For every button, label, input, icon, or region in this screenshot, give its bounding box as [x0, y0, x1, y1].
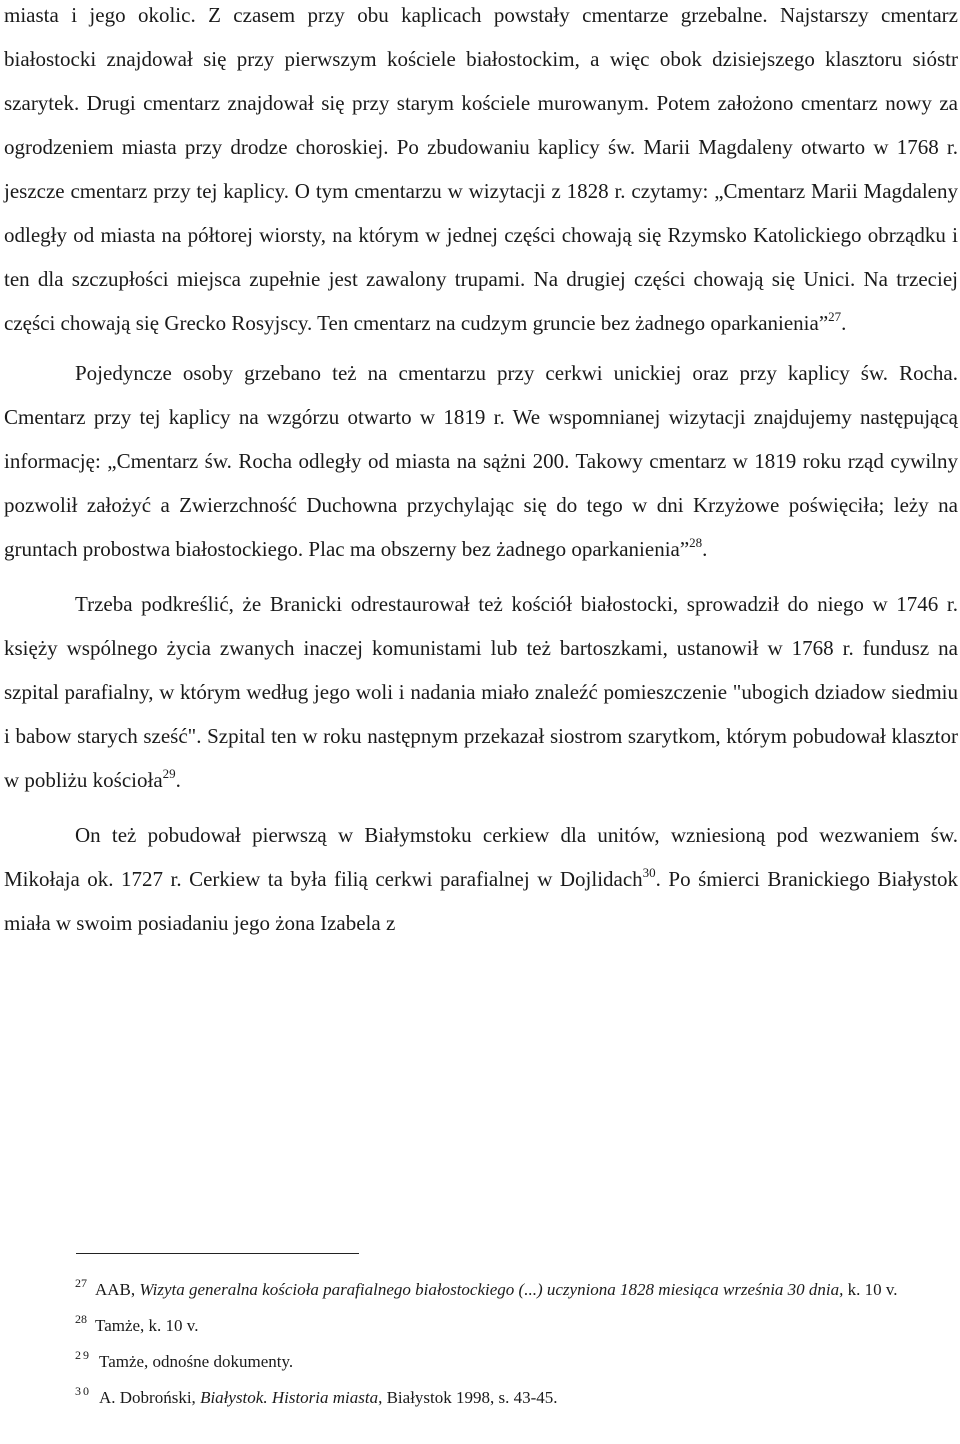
footnote-number: 27 [75, 1276, 87, 1290]
paragraph-4-end: . Po śmierci Branickiego Białystok miała w swoim posiadaniu jego żona Izabela z [4, 867, 958, 935]
paragraph-1 [4, 0, 958, 345]
footnote-text: , Białystok 1998, s. 43-45. [378, 1388, 558, 1407]
footnote-text: AAB, [95, 1280, 140, 1299]
footnote-text: Tamże, odnośne dokumenty. [99, 1352, 294, 1371]
footnote-ref-28[interactable]: 28 [689, 535, 703, 550]
paragraph-4 [4, 813, 958, 945]
footnote-number: 29 [75, 1348, 91, 1362]
paragraph-3-text: Trzeba podkreślić, że Branicki odrestaurował też kościół białostocki, sprowadził do niego w 1746 r. księży wspólnego życia zwanych inaczej komunistami lub też bartoszkami, ustanowił w 1768 r. fundusz na szpital parafialny, w którym według jego woli i nadania miało znaleźć pomieszczenie "ubogich dziadow siedmiu i babow starych sześć". Szpital ten w roku następnym przekazał siostrom szarytkom, którym pobudował klasztor w pobliżu kościoła [4, 592, 958, 792]
footnote-30 [4, 1384, 958, 1412]
paragraph-2-end: . [702, 537, 708, 561]
paragraph-1-text: miasta i jego okolic. Z czasem przy obu kaplicach powstały cmentarze grzebalne. Najstarszy cmentarz białostocki znajdował się przy pierwszym kościele białostockim, a więc obok dzisiejszego klasztoru sióstr szarytek. Drugi cmentarz znajdował się przy starym kościele murowanym. Potem założono cmentarz nowy za ogrodzeniem miasta przy drodze choroskiej. Po zbudowaniu kaplicy św. Marii Magdaleny otwarto w 1768 r. jeszcze cmentarz przy tej kaplicy. O tym cmentarzu w wizytacji z 1828 r. czytamy: „Cmentarz Marii Magdaleny odległy od miasta na półtorej wiorsty, na którym w jednej części chowają się Rzymsko Katolickiego obrządku i ten dla szczupłości miejsca zupełnie jest zawalony trupami. Na drugiej części chowają się Unici. Na trzeciej części chowają się Grecko Rosyjscy. Ten cmentarz na cudzym gruncie bez żadnego oparkanienia” [4, 3, 958, 335]
footnote-29 [4, 1348, 958, 1376]
paragraph-3-end: . [175, 768, 181, 792]
footnote-27 [4, 1276, 958, 1304]
footnote-separator [76, 1253, 359, 1254]
footnotes [4, 1276, 958, 1412]
footnote-ref-27[interactable]: 27 [828, 309, 842, 324]
paragraph-1-end: . [841, 311, 847, 335]
footnote-number: 28 [75, 1312, 87, 1326]
footnote-28 [4, 1312, 958, 1340]
footnote-title: Wizyta generalna kościoła parafialnego białostockiego (...) uczyniona 1828 miesiąca września 30 dnia, [139, 1280, 844, 1299]
footnote-ref-30[interactable]: 30 [642, 865, 656, 880]
footnote-text: k. 10 v. [843, 1280, 898, 1299]
footnote-text: A. Dobroński, [99, 1388, 201, 1407]
paragraph-4-text: On też pobudował pierwszą w Białymstoku cerkiew dla unitów, wzniesioną pod wezwaniem św. Mikołaja ok. 1727 r. Cerkiew ta była filią cerkwi parafialnej w Dojlidach [4, 823, 958, 891]
paragraph-2-text: Pojedyncze osoby grzebano też na cmentarzu przy cerkwi unickiej oraz przy kaplicy św. Rocha. Cmentarz przy tej kaplicy na wzgórzu otwarto w 1819 r. We wspomnianej wizytacji znajdujemy następującą informację: „Cmentarz św. Rocha odległy od miasta na sążni 200. Takowy cmentarz w 1819 roku rząd cywilny pozwolił założyć a Zwierzchność Duchowna przychylając się do tego w dni Krzyżowe poświęciła; leży na gruntach probostwa białostockiego. Plac ma obszerny bez żadnego oparkanienia” [4, 361, 958, 561]
paragraph-2 [4, 351, 958, 571]
footnote-title: Białystok. Historia miasta [200, 1388, 379, 1407]
footnote-text: Tamże, k. 10 v. [95, 1316, 199, 1335]
footnote-ref-29[interactable]: 29 [162, 766, 176, 781]
footnote-number: 30 [75, 1384, 91, 1398]
main-text [4, 0, 958, 945]
paragraph-3 [4, 582, 958, 802]
document-page [4, 0, 958, 945]
